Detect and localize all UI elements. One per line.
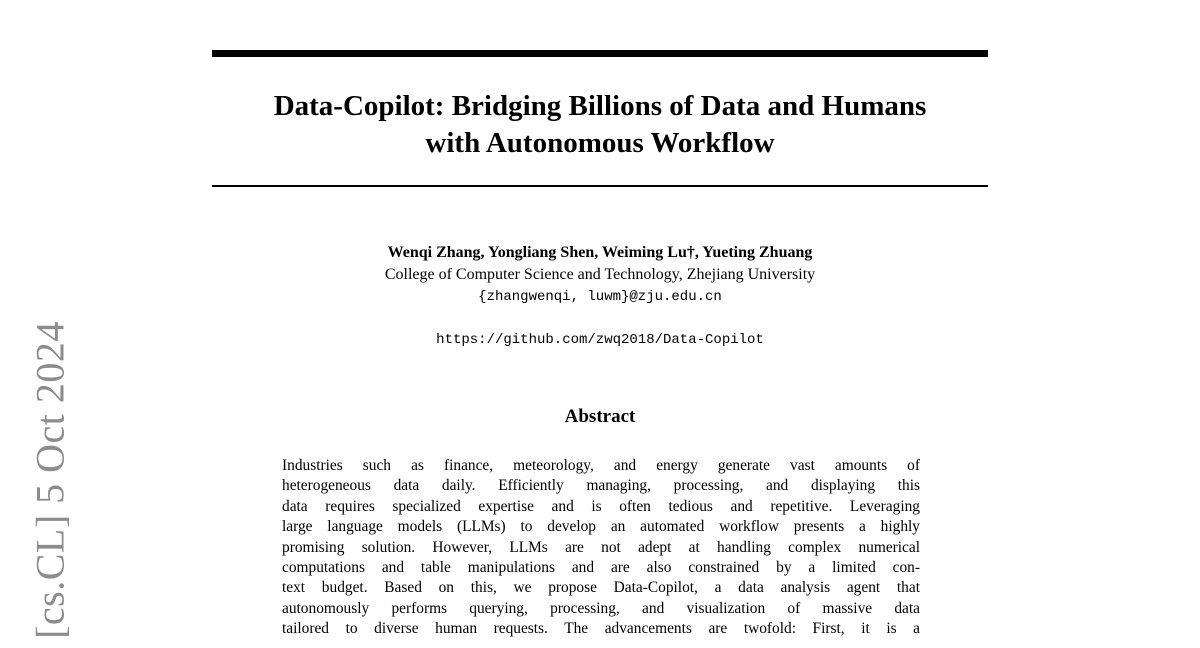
author-email: {zhangwenqi, luwm}@zju.edu.cn <box>478 289 722 305</box>
paper-title <box>212 88 988 162</box>
abstract-body <box>282 456 920 640</box>
abstract-heading: Abstract <box>564 406 636 427</box>
abstract-line: promising solution. However, LLMs are not adept at handling complex numerical <box>282 538 920 556</box>
abstract-line: heterogeneous data daily. Efficiently managing, processing, and displaying this <box>282 477 920 495</box>
affiliation: College of Computer Science and Technology, Zhejiang University <box>384 266 816 283</box>
abstract-line: data requires specialized expertise and is often tedious and repetitive. Leveraging <box>282 497 920 515</box>
arxiv-side-stamp: [cs.CL] 5 Oct 2024 <box>27 321 73 639</box>
abstract-line: large language models (LLMs) to develop an automated workflow presents a highly <box>282 518 920 536</box>
title-top-rule <box>212 50 988 57</box>
abstract-line: Industries such as finance, meteorology, and energy generate vast amounts of <box>282 457 920 474</box>
abstract-line: computations and table manipulations and are also constrained by a limited con- <box>282 559 920 577</box>
abstract-line: tailored to diverse human requests. The advancements are twofold: First, it is a <box>282 620 920 638</box>
abstract-line: autonomously performs querying, processing, and visualization of massive data <box>282 599 920 617</box>
github-link[interactable]: https://github.com/zwq2018/Data-Copilot <box>436 332 764 348</box>
abstract-line: text budget. Based on this, we propose Data-Copilot, a data analysis agent that <box>282 579 920 597</box>
paper-title-line-2: with Autonomous Workflow <box>425 127 775 159</box>
paper-title-line-1: Data-Copilot: Bridging Billions of Data and Humans <box>273 90 927 122</box>
title-bottom-rule <box>212 185 988 187</box>
author-list: Wenqi Zhang, Yongliang Shen, Weiming Lu†, Yueting Zhuang <box>387 244 813 261</box>
